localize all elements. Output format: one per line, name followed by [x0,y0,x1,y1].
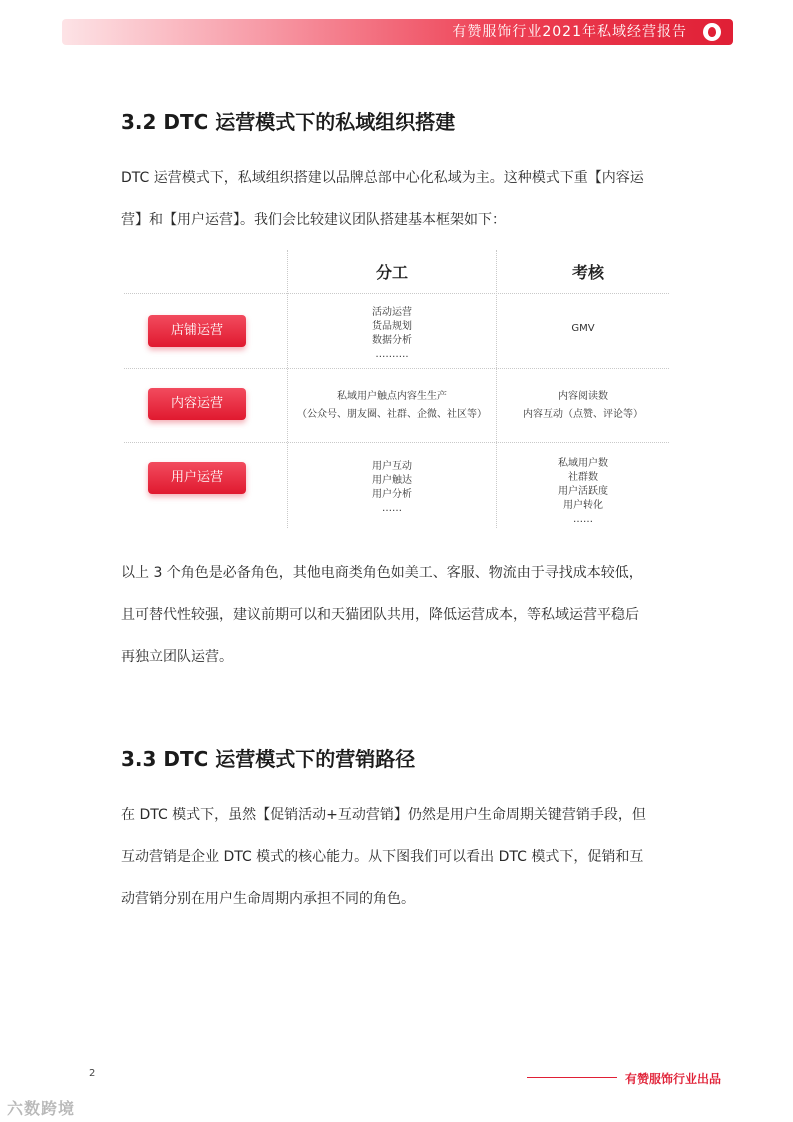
footer-divider [527,1077,617,1078]
role-badge-content-ops: 内容运营 [148,388,246,420]
youzan-logo-icon [703,23,721,41]
kpi-item: 内容互动（点赞、评论等） [523,409,643,420]
duty-item: 用户分析 [372,489,412,500]
duty-cell [288,390,496,422]
paragraph-line: 且可替代性较强，建议前期可以和天猫团队共用，降低运营成本，等私域运营平稳后 [121,607,639,623]
paragraph-line: 再独立团队运营。 [121,649,233,665]
intro-line: 营】和【用户运营】。我们会比较建议团队搭建基本框架如下： [121,212,506,228]
table-divider [124,442,669,443]
duty-item: 活动运营 [372,307,412,318]
kpi-item: 用户转化 [563,500,603,511]
table-divider [124,368,669,369]
duty-cell [288,460,496,516]
kpi-item: 用户活跃度 [558,486,608,497]
role-badge-user-ops: 用户运营 [148,462,246,494]
kpi-cell [497,457,669,527]
column-header-duty: 分工 [375,263,408,282]
duty-item: …… [382,503,402,514]
header-bar [62,19,733,45]
role-badge-store-ops: 店铺运营 [148,315,246,347]
org-structure-table [124,250,669,528]
kpi-cell [497,390,669,422]
page-number: 2 [89,1068,96,1079]
duty-cell [288,306,496,362]
duty-item: 用户互动 [372,461,412,472]
paragraph-line: 动营销分别在用户生命周期内承担不同的角色。 [121,891,415,907]
kpi-item: 社群数 [568,472,598,483]
duty-item: 数据分析 [372,335,412,346]
duty-item: 用户触达 [372,475,412,486]
paragraph-line: 在 DTC 模式下，虽然【促销活动+互动营销】仍然是用户生命周期关键营销手段，但 [121,807,646,823]
intro-line: DTC 运营模式下，私域组织搭建以品牌总部中心化私域为主。这种模式下重【内容运 [121,170,644,186]
kpi-item: 私域用户数 [558,458,608,469]
section-3-2-intro [121,168,681,230]
section-3-3-text [121,805,681,909]
table-divider [124,293,669,294]
column-header-kpi: 考核 [571,263,604,282]
footer-publisher: 有赞服饰行业出品 [625,1072,722,1086]
duty-item: （公众号、朋友圈、社群、企微、社区等） [297,409,487,420]
kpi-item: 内容阅读数 [558,391,608,402]
kpi-item: …… [573,514,593,525]
duty-item: 货品规划 [372,321,412,332]
duty-item: 私域用户触点内容生生产 [337,391,447,402]
kpi-cell [497,322,669,336]
section-title-3-3: 3.3 DTC 运营模式下的营销路径 [121,747,416,771]
roles-note-paragraph [121,563,681,667]
report-title: 有赞服饰行业2021年私域经营报告 [452,24,687,40]
section-title-3-2: 3.2 DTC 运营模式下的私域组织搭建 [121,110,456,134]
watermark: 六数跨境 [7,1099,76,1118]
kpi-item: GMV [571,323,595,334]
paragraph-line: 以上 3 个角色是必备角色，其他电商类角色如美工、客服、物流由于寻找成本较低， [121,565,643,581]
paragraph-line: 互动营销是企业 DTC 模式的核心能力。从下图我们可以看出 DTC 模式下，促销和互 [121,849,644,865]
duty-item: ………. [375,349,409,360]
